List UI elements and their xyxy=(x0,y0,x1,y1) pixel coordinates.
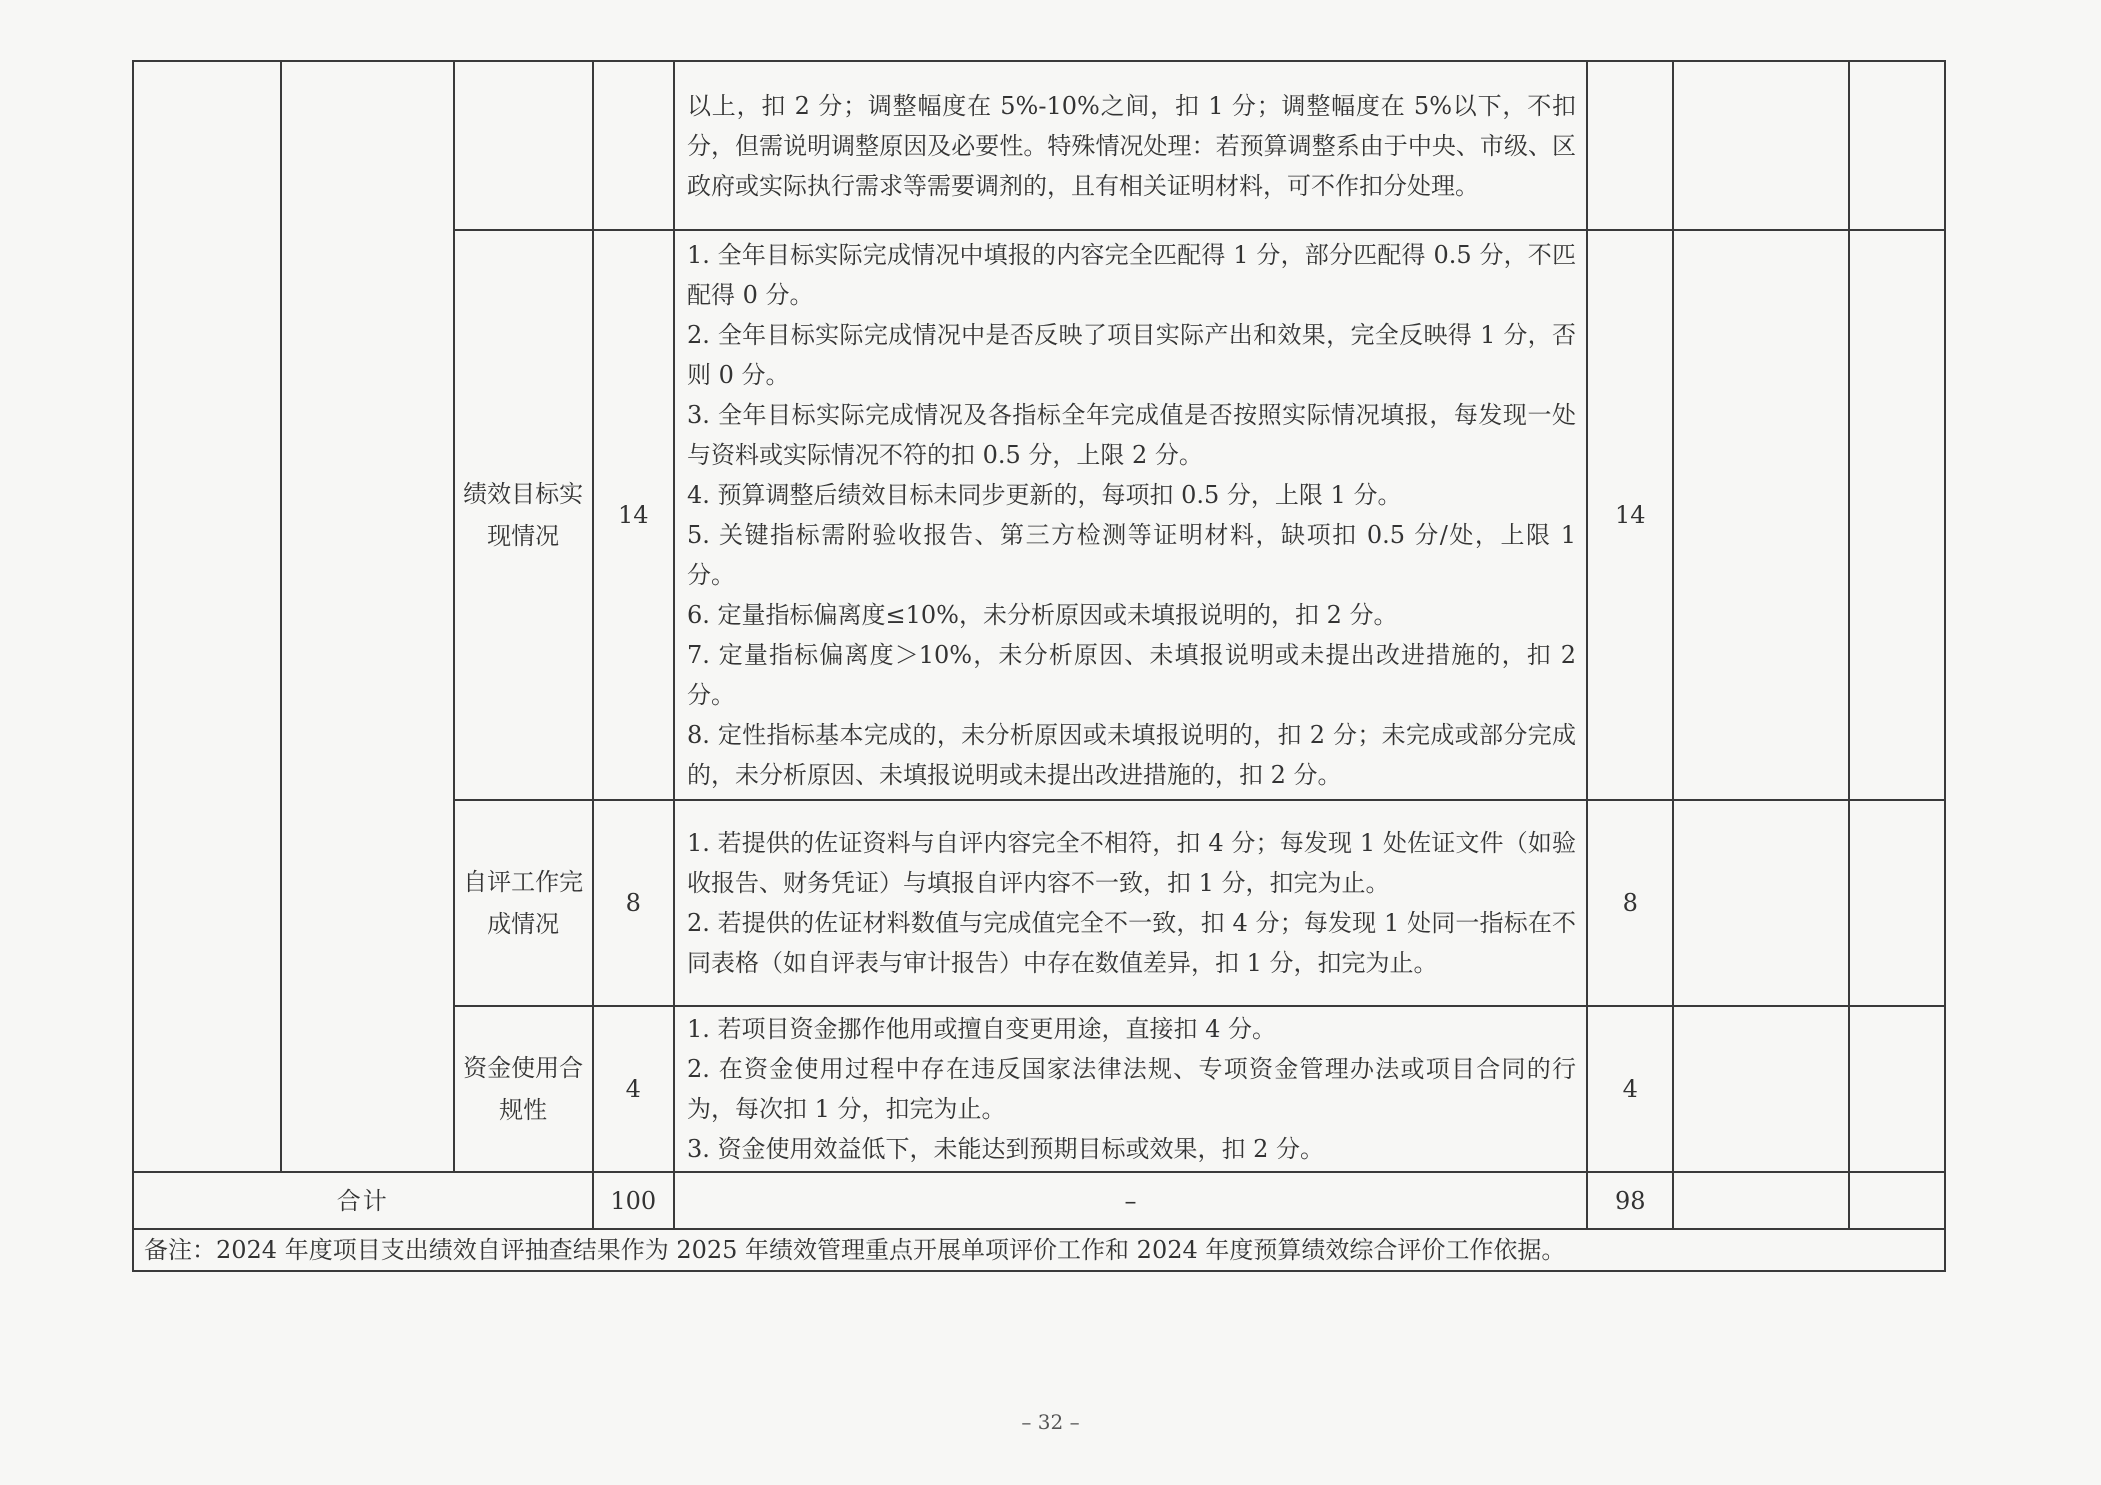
indicator-name: 资金使用合规性 xyxy=(463,1054,584,1124)
extra-cell-1 xyxy=(1673,230,1849,800)
rule-line: 7. 定量指标偏离度＞10%，未分析原因、未填报说明或未提出改进措施的，扣 2 分。 xyxy=(686,641,1576,709)
rule-line: 3. 全年目标实际完成情况及各指标全年完成值是否按照实际情况填报，每发现一处与资料或实际情况不符的扣 0.5 分，上限 2 分。 xyxy=(686,401,1576,469)
rule-line: 2. 在资金使用过程中存在违反国家法律法规、专项资金管理办法或项目合同的行为，每次扣 1 分，扣完为止。 xyxy=(686,1055,1576,1123)
points-cell: 8 xyxy=(593,800,674,1006)
rule-cell xyxy=(674,1006,1587,1172)
total-score: 98 xyxy=(1587,1172,1673,1229)
indicator-name-cell xyxy=(454,230,593,800)
rule-line: 3. 资金使用效益低下，未能达到预期目标或效果，扣 2 分。 xyxy=(686,1135,1325,1163)
category-cell-level2 xyxy=(281,61,454,1172)
table-row-note xyxy=(133,1229,1945,1271)
category-cell-level1 xyxy=(133,61,281,1172)
extra-cell-2 xyxy=(1849,230,1945,800)
score-cell: 8 xyxy=(1587,800,1673,1006)
extra-cell-1 xyxy=(1673,800,1849,1006)
rule-line: 4. 预算调整后绩效目标未同步更新的，每项扣 0.5 分，上限 1 分。 xyxy=(686,481,1402,509)
rule-line: 2. 全年目标实际完成情况中是否反映了项目实际产出和效果，完全反映得 1 分，否则 0 分。 xyxy=(686,321,1576,389)
points-cell xyxy=(593,61,674,230)
total-label: 合计 xyxy=(133,1172,593,1229)
evaluation-table xyxy=(132,60,1946,1272)
points-cell: 14 xyxy=(593,230,674,800)
extra-cell-2 xyxy=(1849,1006,1945,1172)
remark-note: 备注：2024 年度项目支出绩效自评抽查结果作为 2025 年绩效管理重点开展单项评价工作和 2024 年度预算绩效综合评价工作依据。 xyxy=(133,1229,1945,1271)
rule-line: 1. 若提供的佐证资料与自评内容完全不相符，扣 4 分；每发现 1 处佐证文件（如验收报告、财务凭证）与填报自评内容不一致，扣 1 分，扣完为止。 xyxy=(686,829,1576,897)
score-cell: 14 xyxy=(1587,230,1673,800)
extra-cell-2 xyxy=(1849,1172,1945,1229)
rule-line: 1. 若项目资金挪作他用或擅自变更用途，直接扣 4 分。 xyxy=(686,1015,1277,1043)
indicator-name: 绩效目标实现情况 xyxy=(463,480,584,550)
score-cell: 4 xyxy=(1587,1006,1673,1172)
rule-line: 以上，扣 2 分；调整幅度在 5%-10%之间，扣 1 分；调整幅度在 5%以下，不扣分，但需说明调整原因及必要性。特殊情况处理：若预算调整系由于中央、市级、区政府或实际执行需求等需要调剂的，且有相关证明材料，可不作扣分处理。 xyxy=(686,91,1576,200)
extra-cell-1 xyxy=(1673,1006,1849,1172)
page-number: – 32 – xyxy=(1021,1410,1080,1434)
extra-cell-1 xyxy=(1673,1172,1849,1229)
indicator-name-cell xyxy=(454,1006,593,1172)
score-cell xyxy=(1587,61,1673,230)
total-rule-dash: – xyxy=(674,1172,1587,1229)
points-cell: 4 xyxy=(593,1006,674,1172)
indicator-name-cell xyxy=(454,61,593,230)
indicator-name: 自评工作完成情况 xyxy=(463,868,584,938)
rule-cell xyxy=(674,230,1587,800)
rule-line: 6. 定量指标偏离度≤10%，未分析原因或未填报说明的，扣 2 分。 xyxy=(686,601,1398,629)
rule-cell xyxy=(674,61,1587,230)
rule-line: 1. 全年目标实际完成情况中填报的内容完全匹配得 1 分，部分匹配得 0.5 分，不匹配得 0 分。 xyxy=(686,241,1576,309)
rule-line: 2. 若提供的佐证材料数值与完成值完全不一致，扣 4 分；每发现 1 处同一指标在不同表格（如自评表与审计报告）中存在数值差异，扣 1 分，扣完为止。 xyxy=(686,909,1576,977)
rule-line: 8. 定性指标基本完成的，未分析原因或未填报说明的，扣 2 分；未完成或部分完成的，未分析原因、未填报说明或未提出改进措施的，扣 2 分。 xyxy=(686,721,1576,789)
indicator-name-cell xyxy=(454,800,593,1006)
table-row-budget-adjustment-continued xyxy=(133,61,1945,230)
extra-cell-1 xyxy=(1673,61,1849,230)
rule-line: 5. 关键指标需附验收报告、第三方检测等证明材料，缺项扣 0.5 分/处，上限 1 分。 xyxy=(686,521,1576,589)
rule-cell xyxy=(674,800,1587,1006)
table-row-total xyxy=(133,1172,1945,1229)
extra-cell-2 xyxy=(1849,61,1945,230)
extra-cell-2 xyxy=(1849,800,1945,1006)
total-points: 100 xyxy=(593,1172,674,1229)
